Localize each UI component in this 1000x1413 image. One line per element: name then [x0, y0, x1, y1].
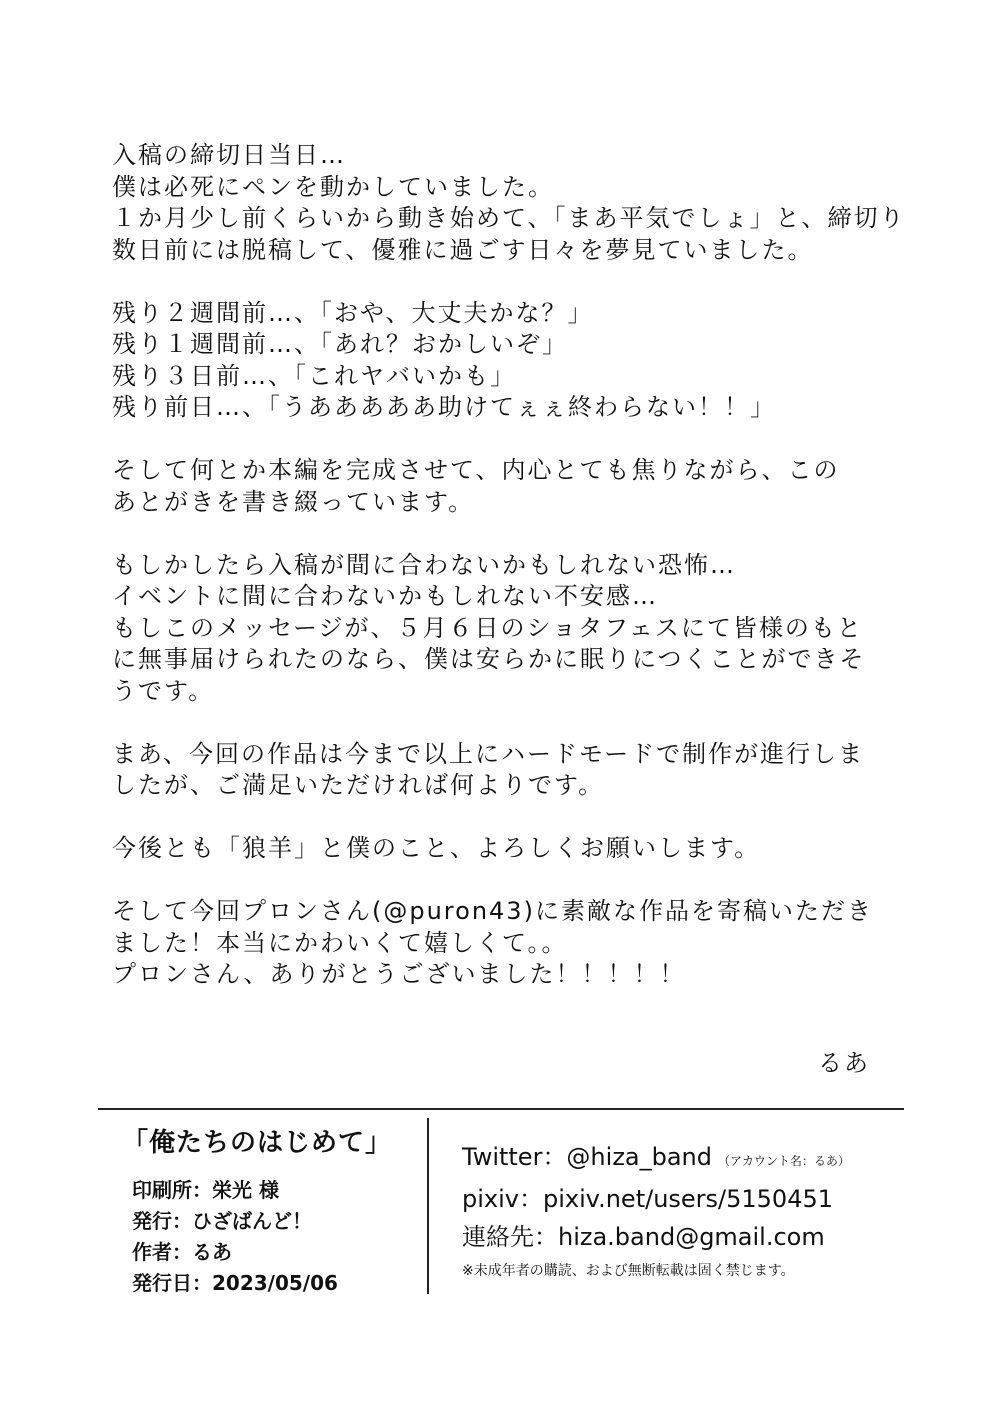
text-line: 入稿の締切日当日…: [112, 141, 346, 169]
paragraph: [112, 550, 912, 708]
text-line: まあ、今回の作品は今まで以上にハードモードで制作が進行しま: [112, 739, 865, 768]
twitter-handle: Twitter：@hiza_band: [462, 1143, 713, 1171]
text-line: １か月少し前くらいから動き始めて、「まあ平気でしょ」と、締切り: [112, 204, 906, 232]
text-line: プロンさん、ありがとうございました！！！！！: [112, 960, 686, 988]
text-line: 残り１週間前…、「あれ？おかしいぞ」: [112, 330, 568, 358]
text-line: そして何とか本編を完成させて、内心とても焦りながら、この: [112, 456, 840, 484]
colophon-info: [122, 1122, 392, 1299]
email-contact: 連絡先：hiza.band@gmail.com: [462, 1223, 825, 1251]
publisher-info: 発行：ひざばんど！: [132, 1209, 312, 1233]
text-line: 残り３日前…、「これヤバいかも」: [112, 361, 516, 390]
text-line: 数日前には脱稿して、優雅に過ごす日々を夢見ていました。: [112, 235, 814, 264]
paragraph: [112, 833, 912, 865]
text-line: もしかしたら入稿が間に合わないかもしれない恐怖…: [112, 550, 736, 579]
text-line: したが、ご満足いただければ何よりです。: [112, 771, 605, 799]
afterword-body: [112, 140, 912, 1022]
author-signature: るあ: [818, 1049, 870, 1077]
text-line: もしこのメッセージが、５月６日のショタフェスにて皆様のもと: [112, 613, 863, 642]
publish-date: 発行日：2023/05/06: [132, 1271, 338, 1295]
text-line: イベントに間に合わないかもしれない不安感…: [112, 582, 658, 610]
paragraph: [112, 140, 912, 266]
book-title: 「俺たちのはじめて」: [122, 1128, 393, 1158]
paragraph: [112, 739, 912, 802]
colophon-divider-vertical: [427, 1118, 429, 1294]
text-line: そして今回プロンさん(@puron43)に素敵な作品を寄稿いただき: [112, 897, 873, 925]
pixiv-contact: pixiv：pixiv.net/users/5150451: [462, 1185, 834, 1213]
contact-info: [462, 1138, 850, 1280]
text-line: 今後とも「狼羊」と僕のこと、よろしくお願いします。: [112, 834, 761, 862]
printer-info: 印刷所：栄光 様: [132, 1178, 279, 1202]
text-line: 残り２週間前…、「おや、大丈夫かな？」: [112, 298, 594, 327]
twitter-contact: [462, 1138, 850, 1180]
account-name-note: （アカウント名：るあ）: [718, 1154, 850, 1168]
text-line: 残り前日…、「うあああああ助けてぇぇ終わらない！！」: [112, 393, 776, 421]
colophon-divider-horizontal: [98, 1108, 904, 1110]
paragraph: [112, 298, 912, 424]
text-line: うです。: [112, 676, 215, 705]
paragraph: [112, 455, 912, 518]
paragraph: [112, 896, 912, 991]
text-line: に無事届けられたのなら、僕は安らかに眠りにつくことができそ: [112, 645, 866, 673]
author-info: 作者：るあ: [132, 1240, 232, 1264]
copyright-notice: ※未成年者の購読、および無断転載は固く禁じます。: [462, 1263, 795, 1279]
text-line: あとがきを書き綴っています。: [112, 487, 475, 516]
text-line: 僕は必死にペンを動かしていました。: [112, 172, 554, 201]
text-line: ました！本当にかわいくて嬉しくて。。: [112, 928, 568, 957]
